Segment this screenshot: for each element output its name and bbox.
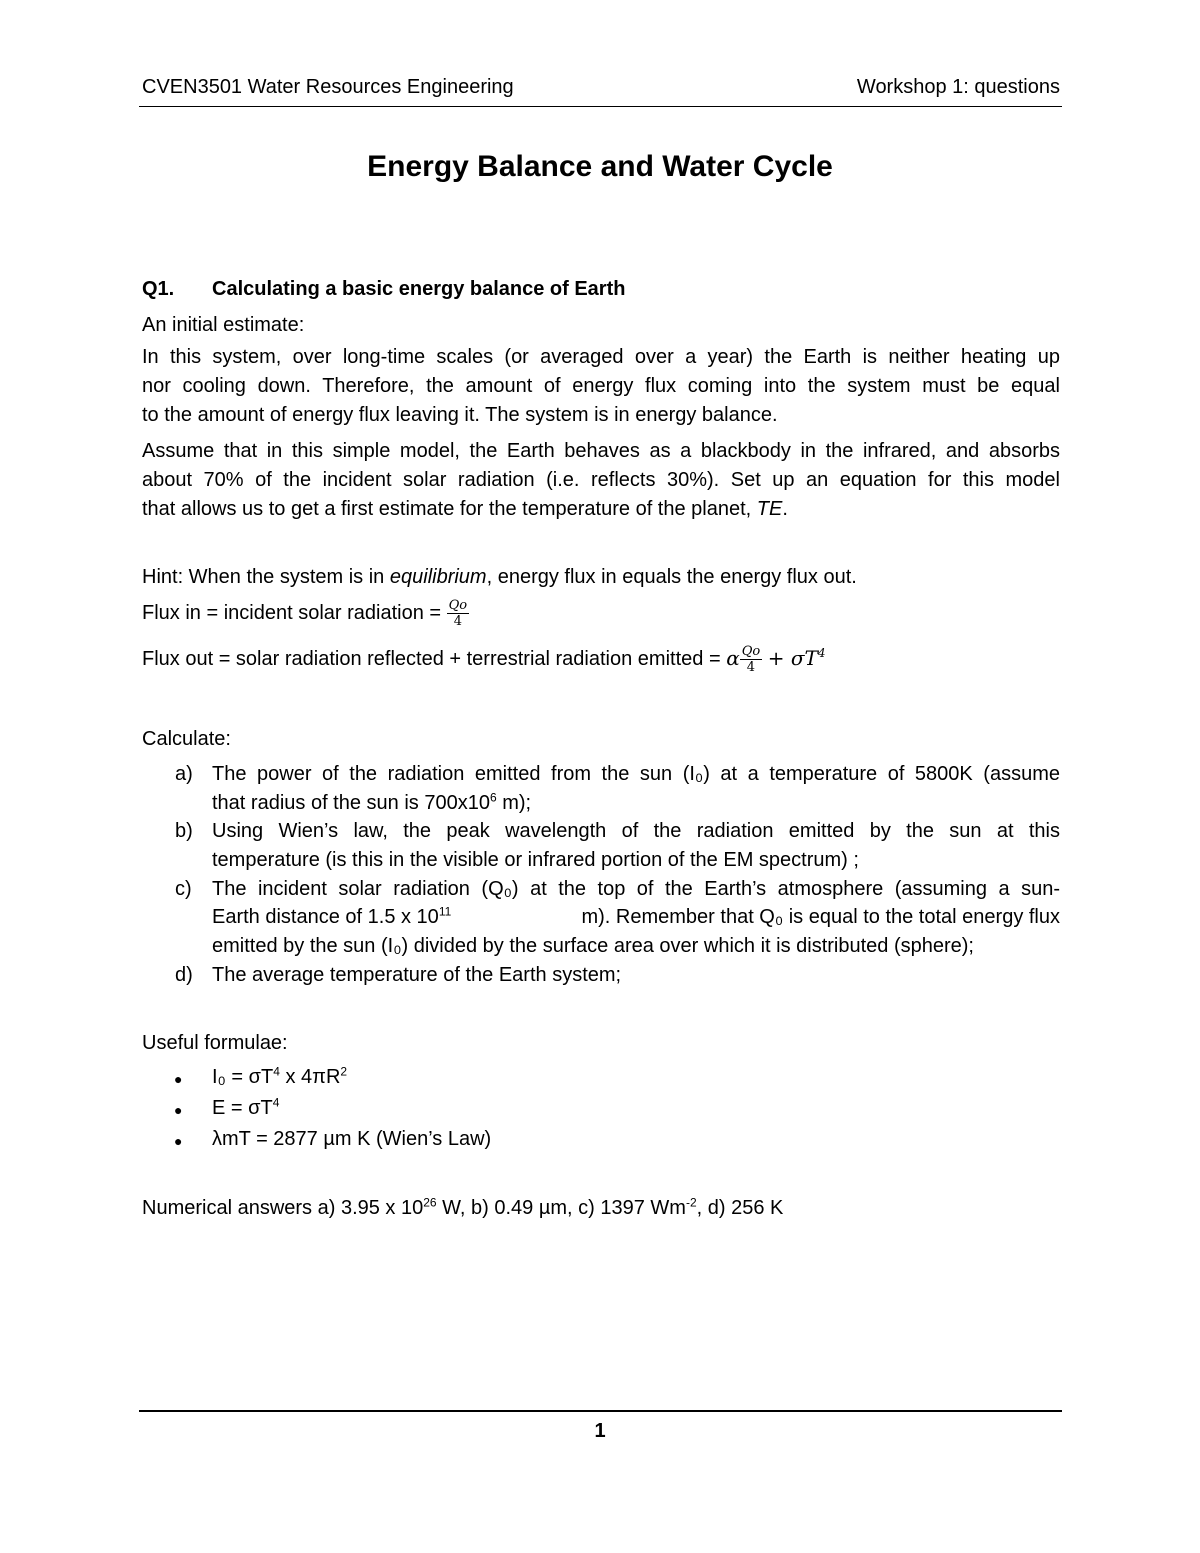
item-c-label: c) (175, 878, 192, 900)
header-course: CVEN3501 Water Resources Engineering (142, 76, 514, 98)
formulae-label: Useful formulae: (142, 1032, 288, 1054)
para2-line1: Assume that in this simple model, the Earth behaves as a blackbody in the infrared, and absorbs (142, 440, 1060, 462)
bullet-icon: ● (174, 1071, 183, 1087)
item-b-line2: temperature (is this in the visible or infrared portion of the EM spectrum) ; (212, 849, 859, 871)
formula-1: $I_0 = \sigma T^4$ x $4\pi R^2$ (212, 1064, 348, 1088)
bullet-icon: ● (174, 1102, 183, 1118)
item-b-line1: Using Wien’s law, the peak wavelength of the radiation emitted by the sun at this (212, 820, 1060, 842)
flux-in-line: Flux in = incident solar radiation = $\frac{Qo}{4}$ (142, 598, 468, 629)
item-a-line1: The power of the radiation emitted from the sun (I₀) at a temperature of 5800K (assume (212, 763, 1060, 785)
para1-line1: In this system, over long-time scales (or averaged over a year) the Earth is neither heating up (142, 346, 1060, 368)
alpha-symbol: α (726, 645, 740, 670)
hint-emphasis: equilibrium (389, 566, 487, 588)
sigma-term: + σT (767, 645, 818, 670)
footer-rule (139, 1410, 1062, 1412)
page-title: Energy Balance and Water Cycle (367, 150, 833, 183)
question-number: Q1. (142, 278, 175, 300)
hint-line: Hint: When the system is in equilibrium, energy flux in equals the energy flux out. (142, 566, 857, 588)
page-number: 1 (594, 1420, 606, 1442)
flux-in-fraction: $\frac{Qo}{4}$ (448, 598, 468, 629)
item-c-line2: Earth distance of 1.5 x $10^{11}$ m). Remember that Q₀ is equal to the total energy flux (212, 904, 1060, 928)
flux-out-fraction: $\frac{Qo}{4}$ (741, 644, 761, 675)
bullet-icon: ● (174, 1133, 183, 1149)
para2-line2: about 70% of the incident solar radiation (i.e. reflects 30%). Set up an equation for this model (142, 469, 1060, 491)
header-workshop: Workshop 1: questions (856, 76, 1060, 98)
item-b-label: b) (175, 820, 193, 842)
formula-2: $E = \sigma T^4$ (212, 1095, 280, 1119)
te-symbol: TE (756, 498, 783, 520)
item-c-line1: The incident solar radiation (Q₀) at the top of the Earth’s atmosphere (assuming a sun- (212, 878, 1060, 900)
estimate-label: An initial estimate: (142, 314, 305, 336)
para1-line2: nor cooling down. Therefore, the amount of energy flux coming into the system must be equal (142, 375, 1060, 397)
numerical-answers: Numerical answers a) 3.95 x $10^{26}$ W, b) 0.49 µm, c) 1397 $Wm^{-2}$, d) 256 K (142, 1195, 784, 1219)
item-a-label: a) (175, 763, 193, 785)
para2-line3: that allows us to get a first estimate for the temperature of the planet, TE. (142, 498, 788, 520)
item-c-line3: emitted by the sun (I₀) divided by the surface area over which it is distributed (sphere); (212, 935, 974, 957)
question-heading: Calculating a basic energy balance of Earth (212, 278, 626, 300)
header-rule (139, 106, 1062, 107)
item-d-label: d) (175, 964, 193, 986)
item-d-line1: The average temperature of the Earth system; (212, 964, 622, 986)
para1-line3: to the amount of energy flux leaving it. The system is in energy balance. (142, 404, 778, 426)
formula-3: λmT = 2877 µm K (Wien’s Law) (212, 1128, 492, 1150)
flux-out-line: Flux out = solar radiation reflected + terrestrial radiation emitted = α $\frac{Qo}{4}$ + $\sigma T^4$ (142, 644, 826, 675)
calculate-label: Calculate: (142, 728, 231, 750)
item-a-line2: that radius of the sun is $700x10^6$ m); (212, 790, 532, 814)
